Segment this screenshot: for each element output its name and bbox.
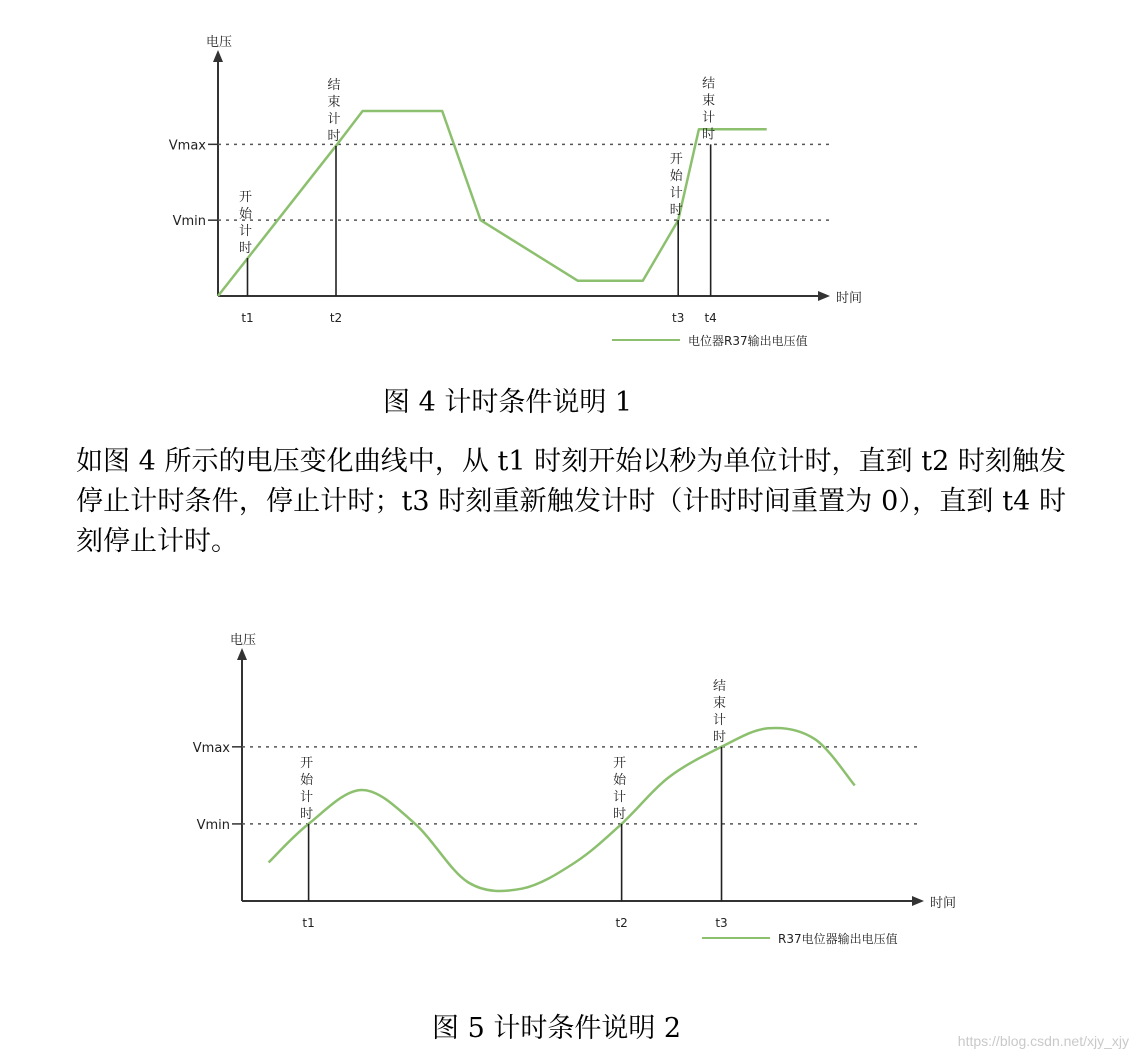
marker-annotation-char-t1-1: 始 [238,207,253,223]
marker-annotation-char-t4-2: 计 [702,110,716,126]
chart-figure-5 [0,600,1139,980]
marker-annotation-char-t2-1: 束 [327,94,341,110]
marker-annotation-char-t3-0: 结 [713,678,727,694]
hline-label-vmax: Vmax [192,740,230,756]
x-tick-label-t3: t3 [715,916,728,930]
y-axis-arrow [237,648,247,660]
marker-annotation-char-t4-0: 结 [702,76,716,92]
x-tick-label-t3: t3 [672,311,685,325]
figure-5-caption: 图 5 计时条件说明 2 [432,1013,682,1044]
marker-annotation-char-t4-3: 时 [702,127,716,143]
legend-label: 电位器R37输出电压值 [688,334,808,348]
marker-annotation-char-t1-2: 计 [238,224,253,240]
x-tick-label-t4: t4 [704,311,717,325]
marker-annotation-char-t1-2: 计 [300,789,314,805]
watermark: https://blog.csdn.net/xjy_xjy [957,1033,1129,1049]
y-axis-label: 电压 [206,35,233,50]
y-axis-label: 电压 [230,633,257,648]
marker-annotation-char-t2-2: 计 [613,789,627,805]
marker-annotation-char-t1-0: 开 [238,190,253,206]
x-axis-label: 时间 [930,896,957,911]
marker-annotation-char-t2-2: 计 [327,111,341,127]
marker-annotation-char-t1-3: 时 [238,241,253,257]
series-line [218,111,767,296]
marker-annotation-char-t2-0: 开 [613,755,627,771]
marker-annotation-char-t1-1: 始 [300,772,314,788]
marker-annotation-char-t3-3: 时 [669,203,683,219]
marker-annotation-char-t3-1: 始 [669,169,683,185]
legend-label: R37电位器输出电压值 [778,932,898,946]
marker-annotation-char-t3-1: 束 [713,695,727,711]
series-line [269,728,855,891]
marker-annotation-char-t1-0: 开 [300,755,314,771]
hline-label-vmin: Vmin [172,214,206,230]
marker-annotation-char-t2-0: 结 [327,77,341,93]
marker-annotation-char-t3-2: 计 [713,712,727,728]
marker-annotation-char-t4-1: 束 [702,93,716,109]
x-tick-label-t1: t1 [302,916,315,930]
marker-annotation-char-t3-3: 时 [713,729,727,745]
description-paragraph: 如图 4 所示的电压变化曲线中，从 t1 时刻开始以秒为单位计时，直到 t2 时刻触发停止计时条件，停止计时；t3 时刻重新触发计时（计时时间重置为 0），直到 t4 时刻停止计时。 [76,446,1066,557]
marker-annotation-char-t3-0: 开 [669,152,683,168]
marker-annotation-char-t3-2: 计 [669,186,683,202]
hline-label-vmin: Vmin [196,817,230,833]
hline-label-vmax: Vmax [168,138,206,154]
x-axis-arrow [912,896,924,906]
y-axis-arrow [213,50,223,62]
marker-annotation-char-t2-3: 时 [613,806,627,822]
x-tick-label-t2: t2 [615,916,628,930]
marker-annotation-char-t2-1: 始 [613,772,627,788]
x-axis-arrow [818,291,830,301]
figure-4-caption: 图 4 计时条件说明 1 [383,387,633,418]
x-axis-label: 时间 [836,291,863,306]
x-tick-label-t2: t2 [329,311,343,325]
marker-annotation-char-t2-3: 时 [327,128,341,144]
x-tick-label-t1: t1 [241,311,254,325]
chart-figure-4 [0,0,1139,370]
marker-annotation-char-t1-3: 时 [300,806,314,822]
